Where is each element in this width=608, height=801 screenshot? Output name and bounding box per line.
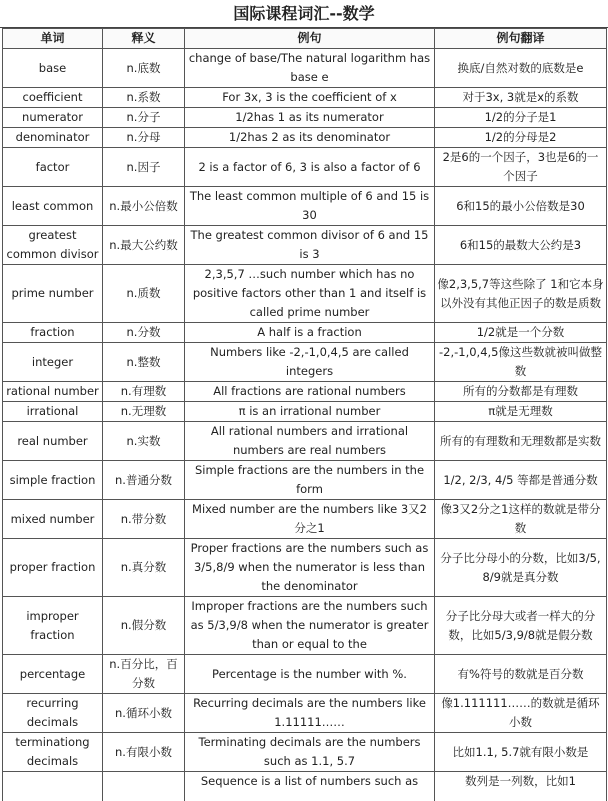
translation-cell: 6和15的最数大公约是3: [435, 226, 607, 265]
table-row: [3, 694, 607, 733]
example-cell: 2 is a factor of 6, 3 is also a factor of 6: [185, 148, 435, 187]
table-row: [3, 597, 607, 655]
meaning-cell: n.底数: [103, 49, 185, 88]
example-cell: All fractions are rational numbers: [185, 382, 435, 402]
translation-cell: 所有的有理数和无理数都是实数: [435, 422, 607, 461]
header-translation: 例句翻译: [435, 29, 607, 49]
meaning-cell: n.分子: [103, 108, 185, 128]
meaning-cell: n.因子: [103, 148, 185, 187]
table-row: [3, 402, 607, 422]
word-cell: mixed number: [3, 500, 103, 539]
example-cell: Sequence is a list of numbers such as: [185, 772, 435, 801]
table-row: [3, 108, 607, 128]
example-cell: Proper fractions are the numbers such as 3/5,8/9 when the numerator is less than the denominator: [185, 539, 435, 597]
translation-cell: 1/2的分子是1: [435, 108, 607, 128]
word-cell: denominator: [3, 128, 103, 148]
translation-cell: 有%符号的数就是百分数: [435, 655, 607, 694]
meaning-cell: n.最大公约数: [103, 226, 185, 265]
example-cell: Numbers like -2,-1,0,4,5 are called integers: [185, 343, 435, 382]
table-row: [3, 148, 607, 187]
word-cell: recurring decimals: [3, 694, 103, 733]
header-meaning: 释义: [103, 29, 185, 49]
meaning-cell: n.有限小数: [103, 733, 185, 772]
meaning-cell: n.实数: [103, 422, 185, 461]
meaning-cell: n.质数: [103, 265, 185, 323]
translation-cell: 1/2, 2/3, 4/5 等都是普通分数: [435, 461, 607, 500]
translation-cell: 分子比分母大或者一样大的分数，比如5/3,9/8就是假分数: [435, 597, 607, 655]
table-row: [3, 422, 607, 461]
word-cell: numerator: [3, 108, 103, 128]
table-row: [3, 500, 607, 539]
meaning-cell: n.系数: [103, 88, 185, 108]
meaning-cell: [103, 772, 185, 801]
word-cell: least common: [3, 187, 103, 226]
table-row: [3, 187, 607, 226]
word-cell: prime number: [3, 265, 103, 323]
example-cell: All rational numbers and irrational numbers are real numbers: [185, 422, 435, 461]
example-cell: Mixed number are the numbers like 3又2分之1: [185, 500, 435, 539]
meaning-cell: n.整数: [103, 343, 185, 382]
table-header-row: [3, 29, 607, 49]
example-cell: change of base/The natural logarithm has base e: [185, 49, 435, 88]
meaning-cell: n.有理数: [103, 382, 185, 402]
word-cell: percentage: [3, 655, 103, 694]
meaning-cell: n.循环小数: [103, 694, 185, 733]
translation-cell: 数列是一列数，比如1: [435, 772, 607, 801]
meaning-cell: n.普通分数: [103, 461, 185, 500]
example-cell: For 3x, 3 is the coefficient of x: [185, 88, 435, 108]
word-cell: base: [3, 49, 103, 88]
table-row: [3, 226, 607, 265]
translation-cell: 分子比分母小的分数，比如3/5, 8/9就是真分数: [435, 539, 607, 597]
table-row: [3, 323, 607, 343]
table-row: [3, 49, 607, 88]
translation-cell: 像2,3,5,7等这些除了 1和它本身以外没有其他正因子的数是质数: [435, 265, 607, 323]
translation-cell: -2,-1,0,4,5像这些数就被叫做整数: [435, 343, 607, 382]
example-cell: Simple fractions are the numbers in the form: [185, 461, 435, 500]
example-cell: 1/2has 1 as its numerator: [185, 108, 435, 128]
word-cell: factor: [3, 148, 103, 187]
example-cell: The least common multiple of 6 and 15 is 30: [185, 187, 435, 226]
meaning-cell: n.分数: [103, 323, 185, 343]
meaning-cell: n.带分数: [103, 500, 185, 539]
word-cell: fraction: [3, 323, 103, 343]
example-cell: 2,3,5,7 …such number which has no positive factors other than 1 and itself is called prime number: [185, 265, 435, 323]
translation-cell: 1/2就是一个分数: [435, 323, 607, 343]
word-cell: improper fraction: [3, 597, 103, 655]
table-row: [3, 539, 607, 597]
meaning-cell: n.假分数: [103, 597, 185, 655]
word-cell: integer: [3, 343, 103, 382]
example-cell: Percentage is the number with %.: [185, 655, 435, 694]
meaning-cell: n.百分比，百分数: [103, 655, 185, 694]
table-row: [3, 655, 607, 694]
meaning-cell: n.最小公倍数: [103, 187, 185, 226]
translation-cell: 2是6的一个因子，3也是6的一个因子: [435, 148, 607, 187]
translation-cell: 1/2的分母是2: [435, 128, 607, 148]
vocabulary-table: [2, 28, 607, 801]
example-cell: Recurring decimals are the numbers like 1.11111……: [185, 694, 435, 733]
header-word: 单词: [3, 29, 103, 49]
page-title: 国际课程词汇--数学: [0, 0, 608, 28]
meaning-cell: n.真分数: [103, 539, 185, 597]
meaning-cell: n.无理数: [103, 402, 185, 422]
word-cell: simple fraction: [3, 461, 103, 500]
translation-cell: π就是无理数: [435, 402, 607, 422]
word-cell: irrational: [3, 402, 103, 422]
word-cell: real number: [3, 422, 103, 461]
meaning-cell: n.分母: [103, 128, 185, 148]
table-row: [3, 88, 607, 108]
header-example: 例句: [185, 29, 435, 49]
translation-cell: 换底/自然对数的底数是e: [435, 49, 607, 88]
translation-cell: 比如1.1, 5.7就有限小数是: [435, 733, 607, 772]
table-row: [3, 382, 607, 402]
example-cell: The greatest common divisor of 6 and 15 is 3: [185, 226, 435, 265]
translation-cell: 对于3x, 3就是x的系数: [435, 88, 607, 108]
example-cell: π is an irrational number: [185, 402, 435, 422]
translation-cell: 6和15的最小公倍数是30: [435, 187, 607, 226]
table-row: [3, 461, 607, 500]
translation-cell: 像1.111111……的数就是循环小数: [435, 694, 607, 733]
word-cell: [3, 772, 103, 801]
translation-cell: 所有的分数都是有理数: [435, 382, 607, 402]
word-cell: terminationg decimals: [3, 733, 103, 772]
table-row: [3, 733, 607, 772]
example-cell: Improper fractions are the numbers such as 5/3,9/8 when the numerator is greater than or equal to the: [185, 597, 435, 655]
table-row: [3, 343, 607, 382]
word-cell: coefficient: [3, 88, 103, 108]
table-row: [3, 772, 607, 801]
example-cell: A half is a fraction: [185, 323, 435, 343]
word-cell: greatest common divisor: [3, 226, 103, 265]
word-cell: proper fraction: [3, 539, 103, 597]
table-row: [3, 128, 607, 148]
example-cell: Terminating decimals are the numbers such as 1.1, 5.7: [185, 733, 435, 772]
table-row: [3, 265, 607, 323]
example-cell: 1/2has 2 as its denominator: [185, 128, 435, 148]
word-cell: rational number: [3, 382, 103, 402]
translation-cell: 像3又2分之1这样的数就是带分数: [435, 500, 607, 539]
